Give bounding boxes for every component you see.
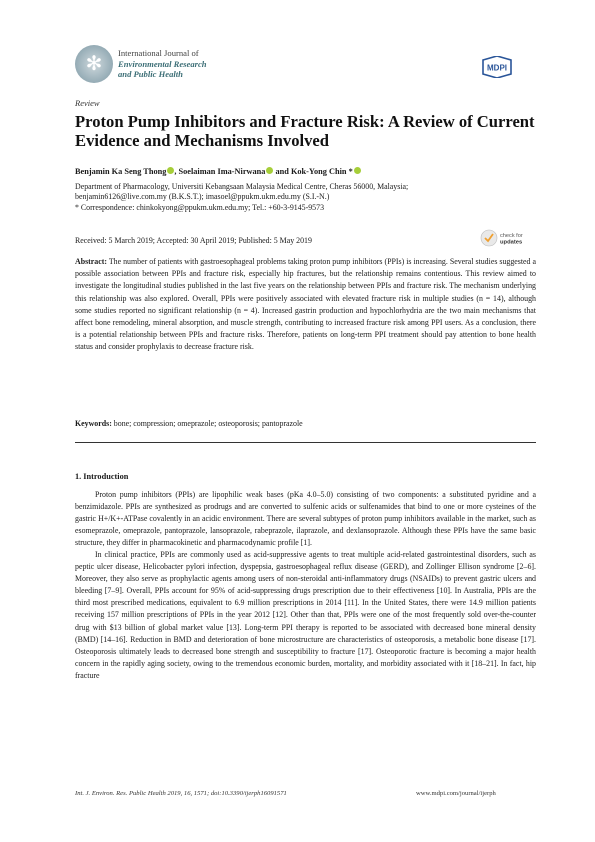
- caduceus-icon: ✻: [85, 53, 103, 75]
- check-for-updates-badge[interactable]: [480, 228, 540, 248]
- affiliations: Department of Pharmacology, Universiti Kebangsaan Malaysia Medical Centre, Cheras 56000, Malaysia; benjamin6126@live.com.my (B.K.S.T.); imasoel@ppukm.ukm.edu.my (S.I.-N.) * Correspondence: chinkokyong@ppukm.ukm.edu.my; Tel.: +60-3-9145-9573: [75, 182, 409, 212]
- divider: [75, 442, 536, 443]
- paragraph: In clinical practice, PPIs are commonly used as acid-suppressive agents to treat multiple acid-related gastrointestinal disorders, such as peptic ulcer disease, Helicobacter pylori infection, dyspepsia, gastroesophageal reflux disease (GERD), and Zollinger Ellison syndrome [2–6]. Moreover, they also serve as prophylactic agents among users of non-steroidal anti-inflammatory drugs (NSAIDs) to prevent gastric ulcers and bleeding [7–9]. Overall, PPIs account for 95% of acid-suppressing drugs prescription due to their effectiveness [10]. In Australia, PPIs are the third most prescribed medications, equivalent to 6.9 million prescriptions in 2014 [11]. In the United States, there were 14.9 million patients receiving 157 million prescriptions of PPIs in the year 2012 [12]. Other than that, PPIs were one of the most frequently sold over-the-counter drug with $13 billion of global market value [13]. Long-term PPI therapy is reported to be associated with decreased bone mineral density (BMD) [14–16]. Reduction in BMD and deterioration of bone microstructure are characteristics of osteoporosis, a metabolic bone disease [17]. Osteoporosis ultimately leads to decreased bone strength and susceptibility to fracture [17]. Osteoporotic fracture is becoming a major health concern in the rapidly aging society, owing to the tremendous economic burden, mortality, and morbidity associated with it [18–21]. In fact, hip fracture: [75, 550, 536, 680]
- journal-logo: [75, 45, 113, 83]
- abstract-label: Abstract:: [75, 257, 107, 266]
- svg-text:updates: updates: [500, 239, 523, 246]
- orcid-icon[interactable]: [354, 167, 361, 174]
- section-heading: 1. Introduction: [75, 472, 129, 481]
- keywords: Keywords: bone; compression; omeprazole; osteoporosis; pantoprazole: [75, 419, 303, 428]
- mdpi-logo: [480, 56, 514, 78]
- footer-citation: Int. J. Environ. Res. Public Health 2019, 16, 1571; doi:10.3390/ijerph16091571: [75, 790, 287, 797]
- journal-name: International Journal of Environmental Research and Public Health: [118, 48, 207, 79]
- svg-text:check for: check for: [500, 233, 523, 239]
- paper-title: Proton Pump Inhibitors and Fracture Risk: A Review of Current Evidence and Mechanisms Involved: [75, 112, 535, 150]
- paragraph: Proton pump inhibitors (PPIs) are lipophilic weak bases (pKa 4.0–5.0) consisting of two components: a substituted pyridine and a benzimidazole. PPIs are synthesized as prodrugs and are converted to sulfenic acids or sulfenamides that bind to one or more cysteines of the gastric H+/K+-ATPase covalently in an acidic environment. There are several subtypes of proton pump inhibitors available in the market, such as esomeprazole, omeprazole, pantoprazole, lansoprazole, rabeprazole, ilaprazole, and dexlansoprazole. Although these PPIs have the same basic structure, they differ in pharmacokinetic and pharmacodynamic profile [1].: [75, 490, 536, 548]
- body-text: [75, 489, 536, 682]
- author-list: Benjamin Ka Seng Thong , Soelaiman Ima-Nirwana and Kok-Yong Chin *: [75, 167, 361, 176]
- footer-url[interactable]: www.mdpi.com/journal/ijerph: [416, 790, 496, 797]
- author-1[interactable]: Benjamin Ka Seng Thong: [75, 167, 167, 176]
- article-type: Review: [75, 98, 100, 108]
- author-2[interactable]: Soelaiman Ima-Nirwana: [178, 167, 266, 176]
- author-3[interactable]: Kok-Yong Chin *: [290, 167, 353, 176]
- abstract-text: The number of patients with gastroesophageal problems taking proton pump inhibitors (PPIs) is increasing. Several studies suggested a possible association between PPIs and fracture risk, especially hip fractures, but the relationship remains contentious. This review aimed to investigate the longitudinal studies published in the last five years on the relationship between PPIs and fracture risk. The mechanism underlying this relationship was also explored. Overall, PPIs were positively associated with elevated fracture risk in multiple studies (n = 14), although some studies reported no significant relationship (n = 4). Increased gastrin production and hypochlorhydria are the two main mechanisms that affect bone remodeling, mineral absorption, and muscle strength, contributing to increased fracture risk among PPI users. As a conclusion, there is a potential relationship between PPIs and fracture risks. Therefore, patients on long-term PPI treatment should pay attention to bone health status and consider prophylaxis to decrease fracture risk.: [75, 257, 536, 352]
- publication-dates: Received: 5 March 2019; Accepted: 30 April 2019; Published: 5 May 2019: [75, 236, 312, 245]
- abstract: [75, 256, 536, 354]
- mdpi-logo-text: MDPI: [487, 63, 507, 73]
